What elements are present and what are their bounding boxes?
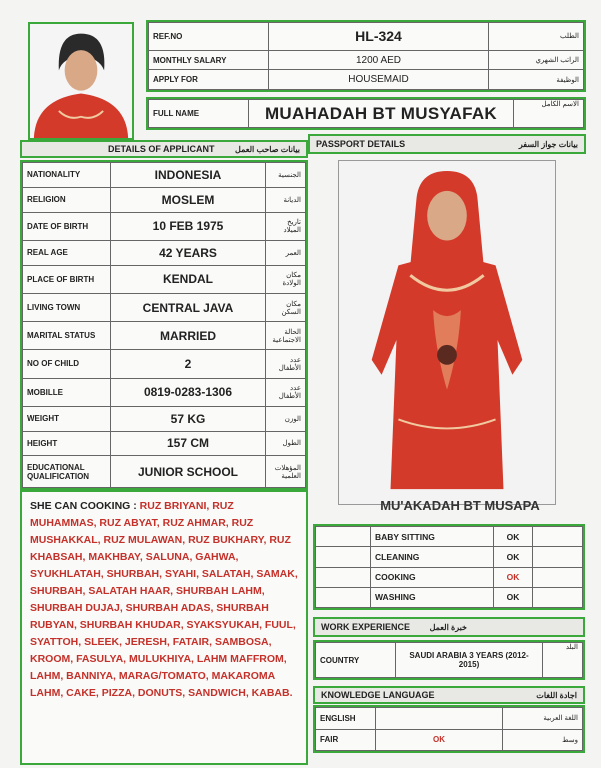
language-arabic: اللغة العربية — [503, 708, 583, 730]
salary-label: MONTHLY SALARY — [149, 50, 269, 70]
language-value: OK — [376, 729, 503, 751]
skill-row — [316, 587, 583, 607]
language-section-header — [313, 686, 585, 704]
details-arabic: بيانات صاحب العمل — [235, 144, 300, 154]
detail-label: NO OF CHILD — [23, 350, 111, 378]
detail-arabic: الوزن — [266, 406, 306, 431]
detail-arabic: الطول — [266, 431, 306, 456]
passport-name-caption: MU'AKADAH BT MUSAPA — [380, 498, 540, 513]
apply-for-arabic: الوظيفة — [489, 70, 584, 90]
skill-extra — [533, 567, 583, 587]
full-name-arabic: الاسم الكامل — [514, 100, 584, 128]
skill-spacer — [316, 567, 371, 587]
header-info-table — [146, 20, 586, 92]
detail-label: MARITAL STATUS — [23, 322, 111, 350]
detail-label: DATE OF BIRTH — [23, 212, 111, 240]
work-country-value: SAUDI ARABIA 3 YEARS (2012-2015) — [396, 643, 543, 678]
language-label: FAIR — [316, 729, 376, 751]
skill-label: WASHING — [371, 587, 494, 607]
skill-value: OK — [494, 567, 533, 587]
detail-label: WEIGHT — [23, 406, 111, 431]
detail-value: 57 KG — [111, 406, 266, 431]
language-row — [316, 708, 583, 730]
detail-value: KENDAL — [111, 265, 266, 293]
detail-label: PLACE OF BIRTH — [23, 265, 111, 293]
detail-value: JUNIOR SCHOOL — [111, 456, 266, 488]
detail-row — [23, 378, 306, 406]
detail-value: 2 — [111, 350, 266, 378]
detail-row — [23, 187, 306, 212]
detail-row — [23, 322, 306, 350]
skill-spacer — [316, 527, 371, 547]
full-name-value: MUAHADAH BT MUSYAFAK — [249, 100, 514, 128]
skill-label: COOKING — [371, 567, 494, 587]
passport-section-header — [308, 134, 586, 154]
passport-photo — [338, 160, 556, 505]
language-table — [313, 705, 585, 753]
detail-label: HEIGHT — [23, 431, 111, 456]
detail-arabic: مكان الولادة — [266, 265, 306, 293]
skill-extra — [533, 547, 583, 567]
skill-value: OK — [494, 587, 533, 607]
work-country-label: COUNTRY — [316, 643, 396, 678]
full-name-label: FULL NAME — [149, 100, 249, 128]
detail-row — [23, 212, 306, 240]
detail-value: 0819-0283-1306 — [111, 378, 266, 406]
detail-value: 157 CM — [111, 431, 266, 456]
detail-value: CENTRAL JAVA — [111, 293, 266, 321]
detail-arabic: تاريخ الميلاد — [266, 212, 306, 240]
detail-arabic: الحالة الاجتماعية — [266, 322, 306, 350]
skills-table — [313, 524, 585, 610]
detail-arabic: عدد الأطفال — [266, 350, 306, 378]
detail-value: MARRIED — [111, 322, 266, 350]
apply-for-value: HOUSEMAID — [269, 70, 489, 90]
applicant-details-table — [20, 160, 308, 490]
detail-label: EDUCATIONAL QUALIFICATION — [23, 456, 111, 488]
language-row — [316, 729, 583, 751]
detail-value: INDONESIA — [111, 163, 266, 188]
detail-value: MOSLEM — [111, 187, 266, 212]
lang-title: KNOWLEDGE LANGUAGE — [321, 690, 435, 700]
language-value — [376, 708, 503, 730]
detail-label: RELIGION — [23, 187, 111, 212]
ref-no-value: HL-324 — [269, 23, 489, 51]
passport-title: PASSPORT DETAILS — [316, 139, 406, 149]
ref-no-arabic: الطلب — [489, 23, 584, 51]
detail-row — [23, 350, 306, 378]
language-arabic: وسط — [503, 729, 583, 751]
detail-arabic: العمر — [266, 240, 306, 265]
passport-arabic: بيانات جواز السفر — [518, 139, 578, 149]
skill-value: OK — [494, 547, 533, 567]
detail-row — [23, 163, 306, 188]
detail-label: MOBILLE — [23, 378, 111, 406]
work-experience-table — [313, 640, 585, 680]
lang-arabic: اجادة اللغات — [536, 690, 577, 700]
skill-label: BABY SITTING — [371, 527, 494, 547]
work-section-header — [313, 617, 585, 637]
detail-arabic: عدد الأطفال — [266, 378, 306, 406]
detail-row — [23, 293, 306, 321]
applicant-photo-small — [28, 22, 134, 140]
work-title: WORK EXPERIENCE — [321, 622, 411, 632]
detail-label: REAL AGE — [23, 240, 111, 265]
skill-value: OK — [494, 527, 533, 547]
cooking-label: SHE CAN COOKING : — [30, 500, 140, 512]
salary-arabic: الراتب الشهري — [489, 50, 584, 70]
skill-spacer — [316, 587, 371, 607]
cooking-items: RUZ BRIYANI, RUZ MUHAMMAS, RUZ ABYAT, RUZ AHMAR, RUZ MUSHAKKAL, RUZ MULAWAN, RUZ BUKHARY, RUZ KHABSAH, MAKHBAY, SALUNA, GAHWA, SYUKHLATAH, SHURBAH, SYAHI, SALATAH, SAMAK, SHURBAH, SALATAH HAAR, SHURBAH LAHM, SHURBAH DUJAJ, SHURBAH ADAS, SHURBAH RUBYAN, SHURBAH KHUDAR, SYAKSYUKAH, FUUL, SYATTOH, SLEEK, JERESH, FATAIR, SAMBOSA, KROOM, FASULYA, MULUKHIYA, LAHM MAFFROM, LAHM, BANNIYA, MARAG/TOMATO, MAKAROMA LAHM, CAKE, PIZZA, DONUTS, SANDWICH, KABAB. — [30, 500, 298, 699]
detail-label: NATIONALITY — [23, 163, 111, 188]
skill-row — [316, 547, 583, 567]
full-name-box — [146, 97, 586, 130]
skill-row — [316, 567, 583, 587]
work-arabic: خبرة العمل — [429, 622, 467, 632]
work-country-arabic: البلد — [543, 643, 583, 678]
skill-spacer — [316, 547, 371, 567]
detail-arabic: مكان السكن — [266, 293, 306, 321]
detail-row — [23, 240, 306, 265]
skill-extra — [533, 527, 583, 547]
detail-row — [23, 265, 306, 293]
detail-arabic: الديانة — [266, 187, 306, 212]
detail-arabic: المؤهلات العلمية — [266, 456, 306, 488]
detail-label: LIVING TOWN — [23, 293, 111, 321]
detail-value: 10 FEB 1975 — [111, 212, 266, 240]
details-section-header — [20, 140, 308, 158]
skill-row — [316, 527, 583, 547]
apply-for-label: APPLY FOR — [149, 70, 269, 90]
language-label: ENGLISH — [316, 708, 376, 730]
cooking-skills-box — [20, 490, 308, 765]
detail-value: 42 YEARS — [111, 240, 266, 265]
detail-row — [23, 431, 306, 456]
detail-row — [23, 456, 306, 488]
skill-extra — [533, 587, 583, 607]
details-title: DETAILS OF APPLICANT — [108, 144, 215, 154]
skill-label: CLEANING — [371, 547, 494, 567]
detail-row — [23, 406, 306, 431]
ref-no-label: REF.NO — [149, 23, 269, 51]
detail-arabic: الجنسية — [266, 163, 306, 188]
salary-value: 1200 AED — [269, 50, 489, 70]
